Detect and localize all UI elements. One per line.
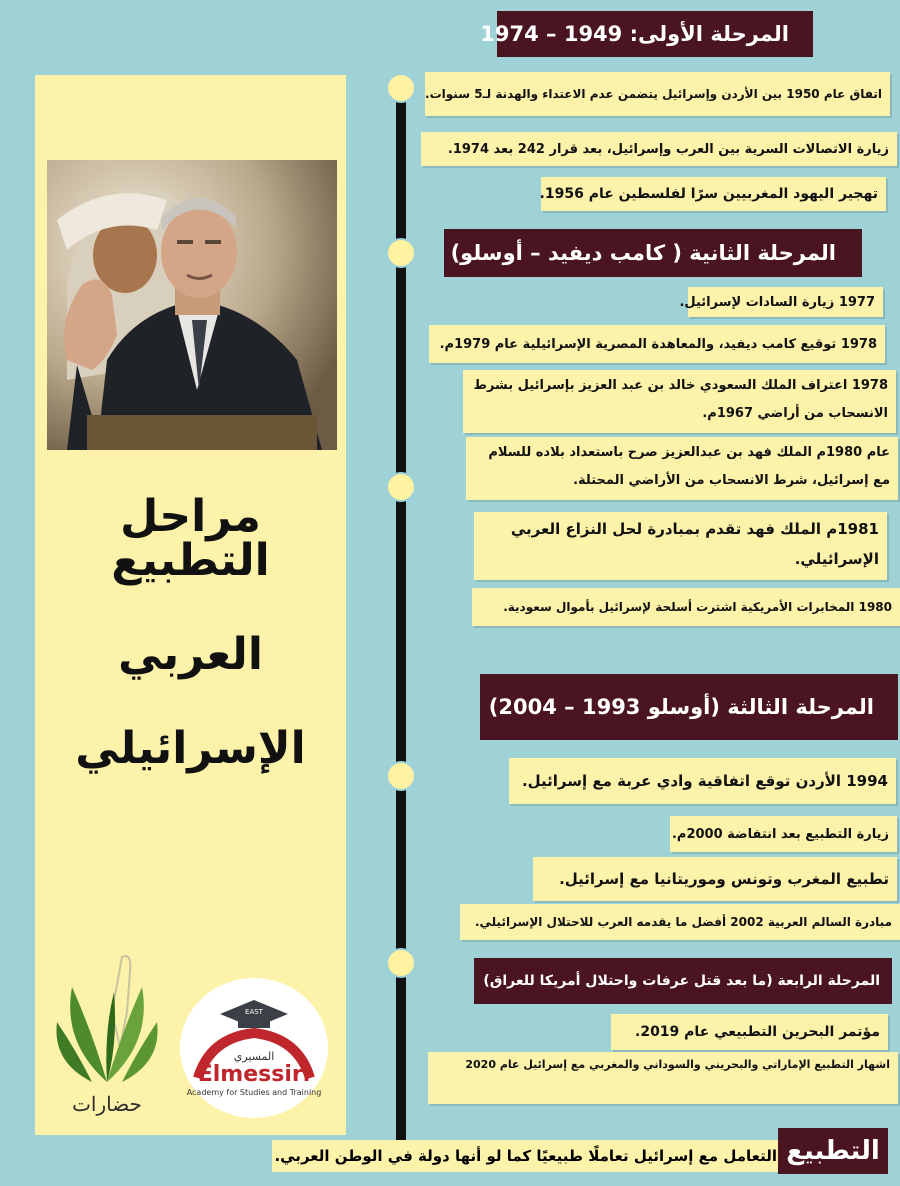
timeline-item: 1980 المخابرات الأمريكية اشترت أسلحة لإسرائيل بأموال سعودية. [472, 588, 900, 626]
main-title-line2: العربي [118, 629, 263, 680]
elmessiri-tagline: Academy for Studies and Training [186, 1088, 322, 1097]
timeline-item: 1978 اعتراف الملك السعودي خالد بن عبد العزيز بإسرائيل بشرط الانسحاب من أراضي 1967م. [463, 370, 896, 433]
timeline-dot [388, 474, 414, 500]
timeline-dot [388, 763, 414, 789]
timeline-item: مبادرة السالم العربية 2002 أفضل ما يقدمه العرب للاحتلال الإسرائيلي. [460, 904, 900, 940]
timeline-item: تطبيع المغرب وتونس وموريتانيا مع إسرائيل. [533, 857, 897, 901]
timeline-dot [388, 950, 414, 976]
phase-3-header: المرحلة الثالثة (أوسلو 1993 – 2004) [480, 674, 898, 740]
portrait-photo [47, 160, 337, 450]
phase-1-header: المرحلة الأولى: 1949 – 1974 [497, 11, 813, 57]
timeline-item: زيارة التطبيع بعد انتفاضة 2000م. [670, 816, 897, 852]
hadarat-logo [52, 952, 162, 1122]
timeline-item: مؤتمر البحرين التطبيعي عام 2019. [611, 1014, 888, 1050]
hadarat-logo-text: حضارات [72, 1092, 142, 1116]
main-title [35, 491, 346, 774]
timeline-item: اشهار التطبيع الإماراتي والبحريني والسوداني والمغربي مع إسرائيل عام 2020 [428, 1052, 898, 1104]
timeline-item: اتفاق عام 1950 بين الأردن وإسرائيل يتضمن عدم الاعتداء والهدنة لـ5 سنوات. [425, 72, 890, 116]
elmessiri-logo [180, 978, 328, 1118]
hadarat-leaf-icon [52, 952, 162, 1092]
timeline-line [396, 80, 406, 1140]
timeline-item: 1994 الأردن توقع اتفاقية وادي عربة مع إسرائيل. [509, 758, 896, 804]
definition-label: التطبيع [778, 1128, 888, 1174]
timeline-item: 1978 توقيع كامب ديفيد، والمعاهدة المصرية الإسرائيلية عام 1979م. [429, 325, 885, 363]
phase-2-header: المرحلة الثانية ( كامب ديفيد – أوسلو) [444, 229, 862, 277]
timeline-item: عام 1980م الملك فهد بن عبدالعزيز صرح باستعداد بلاده للسلام مع إسرائيل، شرط الانسحاب من الأراضي المحتلة. [466, 437, 898, 500]
elmessiri-arabic: المسيري [233, 1050, 275, 1063]
timeline-item: زيارة الاتصالات السرية بين العرب وإسرائيل، بعد قرار 242 بعد 1974. [421, 132, 897, 166]
timeline-dot [388, 240, 414, 266]
timeline-item: 1981م الملك فهد تقدم بمبادرة لحل النزاع العربي الإسرائيلي. [474, 512, 887, 580]
main-title-line1: مراحل التطبيع [111, 491, 270, 586]
main-title-line3: الإسرائيلي [75, 723, 306, 774]
timeline-dot [388, 75, 414, 101]
timeline-item: 1977 زيارة السادات لإسرائيل. [688, 287, 883, 317]
elmessiri-name: Elmessiri [197, 1062, 311, 1087]
definition-text: التعامل مع إسرائيل تعاملًا طبيعيًا كما لو أنها دولة في الوطن العربي. [274, 1147, 777, 1165]
phase-4-header: المرحلة الرابعة (ما بعد قتل عرفات واحتلال أمريكا للعراق) [474, 958, 892, 1004]
elmessiri-badge: EAST [245, 1008, 263, 1016]
timeline-item: تهجير اليهود المغربيين سرًا لفلسطين عام 1956. [541, 177, 886, 211]
